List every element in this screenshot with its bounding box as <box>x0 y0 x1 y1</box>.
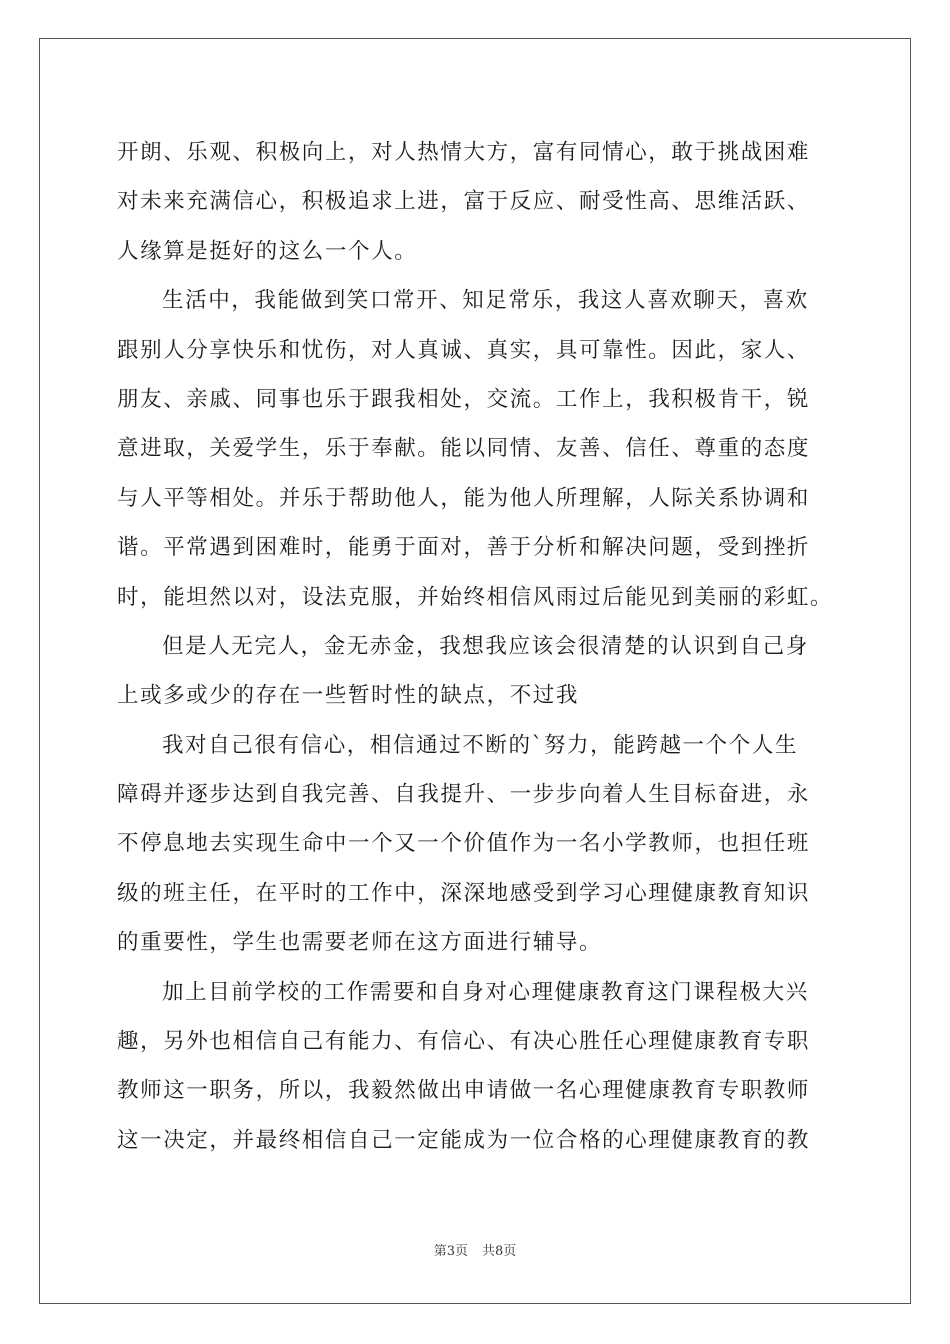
text-line: 谐。平常遇到困难时，能勇于面对，善于分析和解决问题，受到挫折 <box>117 535 811 561</box>
text-line: 时，能坦然以对，设法克服，并始终相信风雨过后能见到美丽的彩虹。 <box>117 584 834 610</box>
text-line: 与人平等相处。并乐于帮助他人，能为他人所理解，人际关系协调和 <box>117 485 811 511</box>
text-line: 跟别人分享快乐和忧伤，对人真诚、真实，具可靠性。因此，家人、 <box>117 337 811 363</box>
text-line: 对未来充满信心，积极追求上进，富于反应、耐受性高、思维活跃、 <box>117 189 811 215</box>
text-line: 生活中，我能做到笑口常开、知足常乐，我这人喜欢聊天，喜欢 <box>162 288 809 314</box>
text-line: 的重要性，学生也需要老师在这方面进行辅导。 <box>117 930 603 956</box>
page-footer <box>0 1240 950 1259</box>
document-body <box>117 128 839 1165</box>
text-line: 教师这一职务，所以，我毅然做出申请做一名心理健康教育专职教师 <box>117 1078 811 1104</box>
text-line: 人缘算是挺好的这么一个人。 <box>117 238 418 264</box>
text-line: 开朗、乐观、积极向上，对人热情大方，富有同情心，敢于挑战困难 <box>117 140 811 165</box>
total-page-count: 共8页 <box>482 1244 517 1259</box>
text-line: 障碍并逐步达到自我完善、自我提升、一步步向着人生目标奋进，永 <box>117 782 811 808</box>
text-line: 趣，另外也相信自己有能力、有信心、有决心胜任心理健康教育专职 <box>117 1029 811 1055</box>
text-line: 这一决定，并最终相信自己一定能成为一位合格的心理健康教育的教 <box>117 1127 811 1153</box>
text-line: 但是人无完人，金无赤金，我想我应该会很清楚的认识到自己身 <box>162 633 809 659</box>
text-line: 不停息地去实现生命中一个又一个价值作为一名小学教师，也担任班 <box>117 831 811 857</box>
text-line: 意进取，关爱学生，乐于奉献。能以同情、友善、信任、尊重的态度 <box>117 436 811 462</box>
text-line: 朋友、亲戚、同事也乐于跟我相处，交流。工作上，我积极肯干，锐 <box>117 386 811 412</box>
text-line: 上或多或少的存在一些暂时性的缺点，不过我 <box>117 683 580 709</box>
text-line: 级的班主任，在平时的工作中，深深地感受到学习心理健康教育知识 <box>117 880 811 906</box>
text-line: 加上目前学校的工作需要和自身对心理健康教育这门课程极大兴 <box>162 979 809 1005</box>
text-line: 我对自己很有信心，相信通过不断的`努力，能跨越一个个人生 <box>162 732 799 758</box>
current-page-number: 第3页 <box>433 1244 468 1259</box>
